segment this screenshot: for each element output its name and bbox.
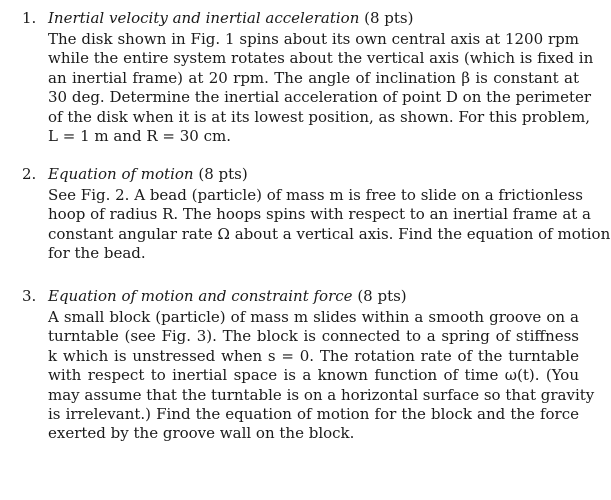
problem-1-line: of the disk when it is at its lowest position, as shown. For this problem, [48,107,590,126]
problem-1-body [48,30,594,146]
problem-2-title-text: Equation of motion [48,165,194,183]
problem-1-line: L = 1 m and R = 30 cm. [48,126,231,145]
problem-2-number: 2. [22,165,37,183]
problem-1-line: 30 deg. Determine the inertial acceleration of point D on the perimeter [48,88,592,107]
problem-2-line: constant angular rate Ω about a vertical axis. Find the equation of motion [48,224,611,243]
problem-3-line: exerted by the groove wall on the block. [48,424,355,443]
problem-1-title-text: Inertial velocity and inertial acceleration [48,9,360,27]
problem-2-title [48,162,248,186]
problem-3-title [48,284,407,308]
problem-3 [0,284,611,444]
problem-3-heading [0,284,611,308]
problem-2-line: for the bead. [48,244,146,263]
problem-2-line: See Fig. 2. A bead (particle) of mass m is free to slide on a frictionless [48,186,583,204]
problem-1-line: while the entire system rotates about the vertical axis (which is fixed in [48,49,594,68]
problem-3-body [48,308,595,444]
problem-2-points: (8 pts) [198,165,248,183]
problem-3-line: turntable (see Fig. 3). The block is connected to a spring of stiffness [48,327,579,346]
problem-2-body [48,186,611,264]
problem-3-title-text: Equation of motion and constraint force [48,287,353,305]
problem-3-line: A small block (particle) of mass m slides within a smooth groove on a [48,308,579,326]
problem-2 [0,162,611,264]
problem-3-line: k which is unstressed when s = 0. The rotation rate of the turntable [48,346,579,365]
problem-3-points: (8 pts) [357,287,407,305]
problem-3-line: with respect to inertial space is a known function of time ω(t). (You [48,366,579,385]
problem-1-points: (8 pts) [364,9,414,27]
problem-3-line: is irrelevant.) Find the equation of motion for the block and the force [48,404,579,423]
problem-1-line: The disk shown in Fig. 1 spins about its own central axis at 1200 rpm [48,30,579,48]
problem-3-line: may assume that the turntable is on a horizontal surface so that gravity [48,385,595,404]
problem-1-number: 1. [22,9,37,27]
problem-1-heading [0,6,611,30]
problem-1 [0,6,611,146]
problem-2-heading [0,162,611,186]
problem-2-line: hoop of radius R. The hoops spins with respect to an inertial frame at a [48,205,592,224]
problem-1-line: an inertial frame) at 20 rpm. The angle of inclination β is constant at [48,68,579,87]
problem-3-number: 3. [22,287,37,305]
problem-1-title [48,6,413,30]
